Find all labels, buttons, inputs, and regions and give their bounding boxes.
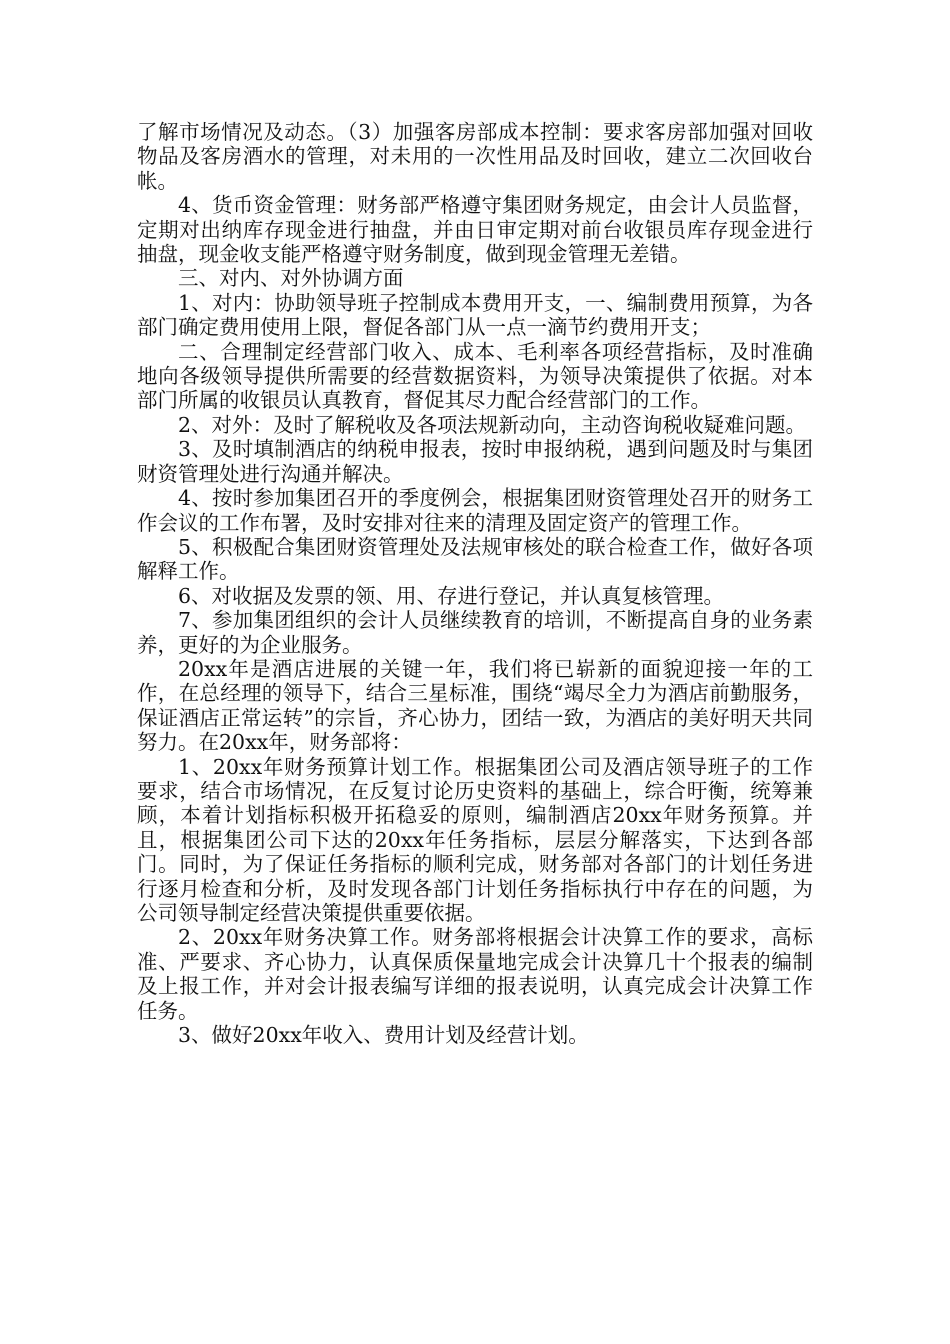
document-body: [137, 120, 813, 1047]
paragraph: 7、参加集团组织的会计人员继续教育的培训，不断提高自身的业务素养，更好的为企业服务。: [137, 608, 813, 657]
paragraph: 2、对外：及时了解税收及各项法规新动向，主动咨询税收疑难问题。: [178, 412, 807, 437]
section-heading: 三、对内、对外协调方面: [178, 266, 404, 291]
paragraph: 1、20xx年财务预算计划工作。根据集团公司及酒店领导班子的工作要求，结合市场情况，在反复讨论历史资料的基础上，综合旴衡，统筹兼顾，本着计划指标积极开拓稳妥的原则，编制酒店20xx年财务预算。并且，根据集团公司下达的20xx年任务指标，层层分解落实，下达到各部门。同时，为了保证任务指标的顺利完成，财务部对各部门的计划任务进行逐月检查和分析，及时发现各部门计划任务指标执行中存在的问题，为公司领导制定经营决策提供重要依据。: [137, 754, 813, 925]
paragraph: 了解市场情况及动态。（3）加强客房部成本控制：要求客房部加强对回收物品及客房酒水的管理，对未用的一次性用品及时回收，建立二次回收台帐。: [137, 120, 813, 193]
paragraph: 4、货币资金管理：财务部严格遵守集团财务规定，由会计人员监督，定期对出纳库存现金进行抽盘，并由日审定期对前台收银员库存现金进行抽盘，现金收支能严格遵守财务制度，做到现金管理无差错。: [137, 193, 813, 267]
paragraph: 1、对内：协助领导班子控制成本费用开支，一、编制费用预算，为各部门确定费用使用上限，督促各部门从一点一滴节约费用开支；: [137, 290, 813, 340]
paragraph: 5、积极配合集团财资管理处及法规审核处的联合检查工作，做好各项解释工作。: [137, 534, 813, 584]
paragraph: 3、做好20xx年收入、费用计划及经营计划。: [178, 1023, 589, 1048]
paragraph: 2、20xx年财务决算工作。财务部将根据会计决算工作的要求，高标准、严要求、齐心协力，认真保质保量地完成会计决算几十个报表的编制及上报工作，并对会计报表编写详细的报表说明，认真完成会计决算工作任务。: [137, 925, 813, 1023]
paragraph: 3、及时填制酒店的纳税申报表，按时申报纳税，遇到问题及时与集团财资管理处进行沟通并解决。: [137, 437, 813, 486]
paragraph: 4、按时参加集团召开的季度例会，根据集团财资管理处召开的财务工作会议的工作布署，及时安排对往来的清理及固定资产的管理工作。: [137, 486, 813, 535]
paragraph: 6、对收据及发票的领、用、存进行登记，并认真复核管理。: [178, 583, 725, 608]
paragraph: 20xx年是酒店进展的关键一年，我们将已崭新的面貌迎接一年的工作，在总经理的领导下，结合三星标准，围绕“竭尽全力为酒店前勤服务，保证酒店正常运转”的宗旨，齐心协力，团结一致，为酒店的美好明天共同努力。在20xx年，财务部将：: [137, 656, 813, 755]
paragraph: 二、合理制定经营部门收入、成本、毛利率各项经营指标，及时准确地向各级领导提供所需要的经营数据资料，为领导决策提供了依据。对本部门所属的收银员认真教育，督促其尽力配合经营部门的工作。: [137, 339, 813, 413]
